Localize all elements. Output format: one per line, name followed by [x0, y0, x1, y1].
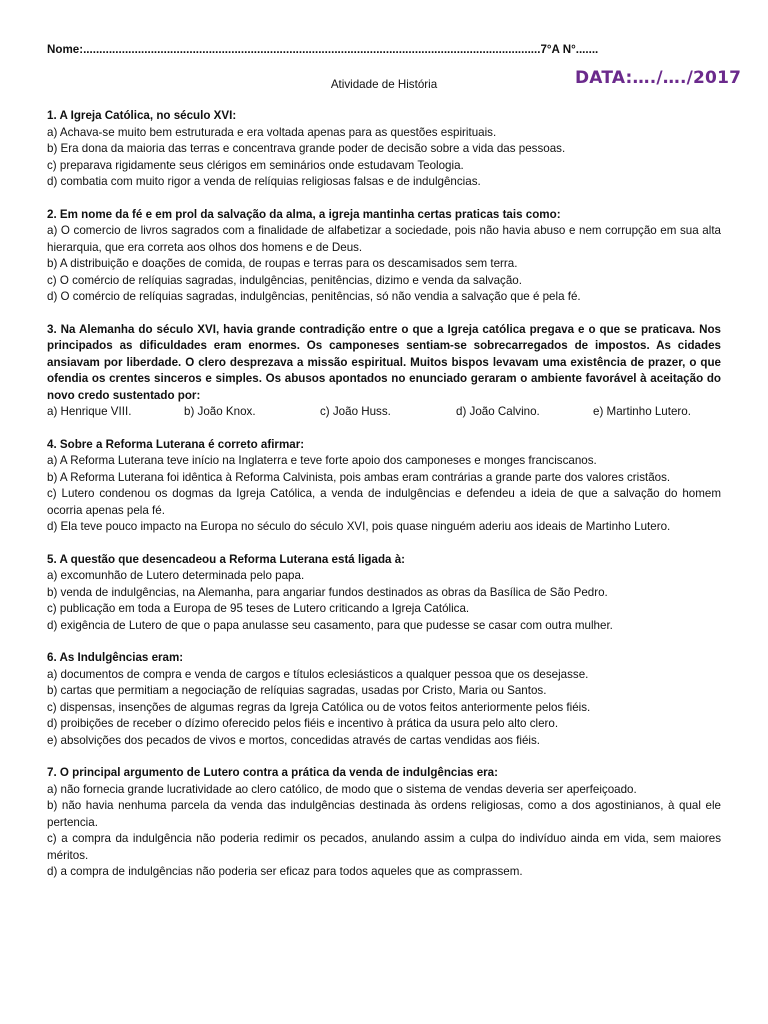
question-7 [47, 765, 721, 881]
answer-option: c) a compra da indulgência não poderia redimir os pecados, anulando assim a culpa do indivíduo ainda em vida, sem maiores méritos. [47, 832, 721, 862]
answer-option: d) exigência de Lutero de que o papa anulasse seu casamento, para que pudesse se casar com outra mulher. [47, 618, 613, 632]
question-stem: 2. Em nome da fé e em prol da salvação da alma, a igreja mantinha certas praticas tais como: [47, 207, 561, 221]
question-stem: 5. A questão que desencadeou a Reforma Luterana está ligada à: [47, 552, 406, 566]
answer-option: b) venda de indulgências, na Alemanha, para angariar fundos destinados as obras da Basílica de São Pedro. [47, 585, 608, 599]
answer-option: a) documentos de compra e venda de cargos e títulos eclesiásticos a qualquer pessoa que os desejasse. [47, 667, 589, 681]
question-6 [47, 650, 721, 749]
question-2 [47, 207, 721, 306]
questions-list [47, 108, 721, 897]
answer-option: a) Henrique VIII. [47, 405, 132, 418]
question-1 [47, 108, 721, 191]
answer-option: d) a compra de indulgências não poderia ser eficaz para todos aqueles que as comprassem. [47, 865, 523, 878]
answer-option: d) João Calvino. [456, 405, 540, 418]
answer-option: c) João Huss. [320, 405, 391, 418]
page-title: Atividade de História [330, 78, 438, 91]
answer-option: b) João Knox. [184, 405, 256, 418]
question-stem: 4. Sobre a Reforma Luterana é correto afirmar: [47, 437, 305, 451]
answer-option: a) não fornecia grande lucratividade ao clero católico, de modo que o sistema de vendas deveria ser aperfeiçoado. [47, 782, 637, 796]
question-3 [47, 322, 721, 421]
question-stem: 3. Na Alemanha do século XVI, havia grande contradição entre o que a Igreja católica pregava e o que se praticava. Nos principados as dificuldades eram enormes. Os camponeses sentiam-se sobrecarregados de impostos. As cidades ansiavam por liberdade. O clero desprezava a missão espiritual. Muitos bispos levavam uma existência de prazer, o que ofendia os crentes sinceros e simples. Os abusos apontados no enunciado geraram o ambiente favorável à aceitação do novo credo sustentado por: [47, 322, 721, 402]
answer-option: d) proibições de receber o dízimo oferecido pelos fiéis e incentivo à prática da usura pelo alto clero. [47, 717, 559, 730]
answer-option: a) A Reforma Luterana teve início na Inglaterra e teve forte apoio dos camponeses e monges franciscanos. [47, 454, 597, 467]
answer-option: e) Martinho Lutero. [593, 405, 691, 418]
answer-option: d) combatia com muito rigor a venda de relíquias religiosas falsas e de indulgências. [47, 175, 481, 188]
answer-option: e) absolvições dos pecados de vivos e mortos, concedidas através de cartas vendidas aos fiéis. [47, 733, 541, 747]
answer-option: b) não havia nenhuma parcela da venda das indulgências destinada às ordens religiosas, como a dos agostinianos, à qual ele pertencia. [47, 799, 721, 829]
date-field: DATA:…./…./2017 [575, 68, 742, 88]
answer-option: d) Ela teve pouco impacto na Europa no século do século XVI, pois quase ninguém aderiu aos ideais de Martinho Lutero. [47, 520, 671, 533]
question-5 [47, 552, 721, 635]
answer-option: b) A distribuição e doações de comida, de roupas e terras para os descamisados sem terra. [47, 257, 518, 270]
answer-option: c) Lutero condenou os dogmas da Igreja Católica, a venda de indulgências e defendeu a ideia de que a salvação do homem ocorria apenas pela fé. [47, 487, 721, 517]
answer-option: a) O comercio de livros sagrados com a finalidade de alfabetizar a sociedade, pois não havia abuso e nem corrupção em sua alta hierarquia, que era correta aos olhos dos homens e de Deus. [47, 224, 721, 254]
question-4 [47, 437, 721, 536]
answer-option: a) excomunhão de Lutero determinada pelo papa. [47, 569, 305, 582]
answer-option: b) cartas que permitiam a negociação de relíquias sagradas, usadas por Cristo, Maria ou Santos. [47, 684, 547, 697]
answer-option: c) dispensas, insenções de algumas regras da Igreja Católica ou de votos feitos anteriormente pelos fiéis. [47, 700, 591, 714]
name-line: Nome:..............................................................................................................................................7°A N°....... [47, 43, 599, 56]
question-stem: 6. As Indulgências eram: [47, 651, 184, 664]
answer-option: c) O comércio de relíquias sagradas, indulgências, penitências, dizimo e venda da salvação. [47, 273, 522, 287]
answer-option: a) Achava-se muito bem estruturada e era voltada apenas para as questões espirituais. [47, 125, 497, 139]
answer-option: d) O comércio de relíquias sagradas, indulgências, penitências, só não vendia a salvação que é pela fé. [47, 290, 581, 303]
answer-option: b) A Reforma Luterana foi idêntica à Reforma Calvinista, pois ambas eram contrárias a grande parte dos valores cristãos. [47, 470, 671, 484]
answer-option: c) preparava rigidamente seus clérigos em seminários onde estudavam Teologia. [47, 158, 464, 172]
answer-option: b) Era dona da maioria das terras e concentrava grande poder de decisão sobre a vida das pessoas. [47, 142, 566, 155]
answer-option: c) publicação em toda a Europa de 95 teses de Lutero criticando a Igreja Católica. [47, 602, 470, 615]
inline-options [47, 404, 721, 421]
question-stem: 1. A Igreja Católica, no século XVI: [47, 109, 237, 122]
question-stem: 7. O principal argumento de Lutero contra a prática da venda de indulgências era: [47, 766, 498, 779]
